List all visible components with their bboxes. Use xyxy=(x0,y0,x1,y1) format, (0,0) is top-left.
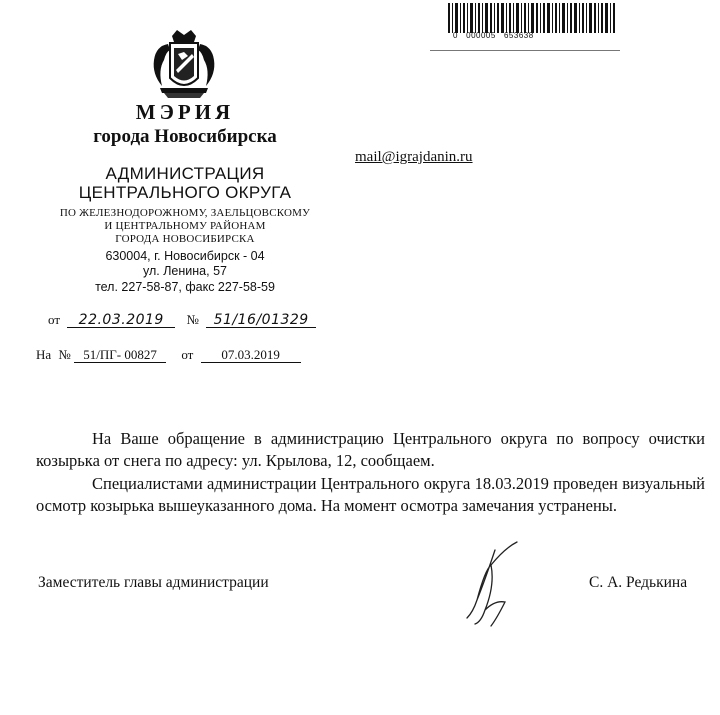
number-label: № xyxy=(186,312,199,327)
body-paragraph: На Ваше обращение в администрацию Центрального округа по вопросу очистки козырька от снега по адресу: ул. Крылова, 12, сообщаем. xyxy=(36,429,705,470)
address-line: тел. 227-58-87, факс 227-58-59 xyxy=(95,280,275,294)
address-line: 630004, г. Новосибирск - 04 xyxy=(105,249,265,263)
from-label: от xyxy=(48,312,61,327)
org-city: города Новосибирска xyxy=(93,126,277,147)
districts-line: ПО ЖЕЛЕЗНОДОРОЖНОМУ, ЗАЕЛЬЦОВСКОМУ xyxy=(59,207,311,219)
admin-title-line2: ЦЕНТРАЛЬНОГО ОКРУГА xyxy=(78,183,292,202)
from-label: от xyxy=(181,347,194,362)
divider xyxy=(430,50,620,51)
number-label: № xyxy=(58,347,71,362)
admin-title-line1: АДМИНИСТРАЦИЯ xyxy=(105,164,265,183)
signer-title: Заместитель главы администрации xyxy=(38,574,269,591)
incoming-reference xyxy=(36,347,301,363)
on-label: На xyxy=(36,347,52,362)
org-title: МЭРИЯ xyxy=(135,100,235,124)
body-paragraph: Специалистами администрации Центрального округа 18.03.2019 проведен визуальный осмотр козырька вышеуказанного дома. На момент осмотра замечания устранены. xyxy=(36,474,705,515)
handwritten-signature xyxy=(455,540,530,630)
novosibirsk-coat-of-arms-icon xyxy=(150,30,218,100)
outgoing-date: 22.03.2019 xyxy=(67,313,175,328)
districts-line: ГОРОДА НОВОСИБИРСКА xyxy=(115,233,255,245)
districts-line: И ЦЕНТРАЛЬНОМУ РАЙОНАМ xyxy=(104,220,266,232)
outgoing-reference xyxy=(48,312,316,328)
incoming-number: 51/ПГ- 00827 xyxy=(74,348,166,363)
outgoing-number: 51/16/01329 xyxy=(206,313,316,328)
recipient-email-link[interactable]: mail@igrajdanin.ru xyxy=(355,149,473,165)
signer-name: С. А. Редькина xyxy=(589,574,688,591)
address-line: ул. Ленина, 57 xyxy=(143,264,227,278)
incoming-date: 07.03.2019 xyxy=(201,348,301,363)
barcode-number: 0 000005 653638 xyxy=(453,31,534,40)
